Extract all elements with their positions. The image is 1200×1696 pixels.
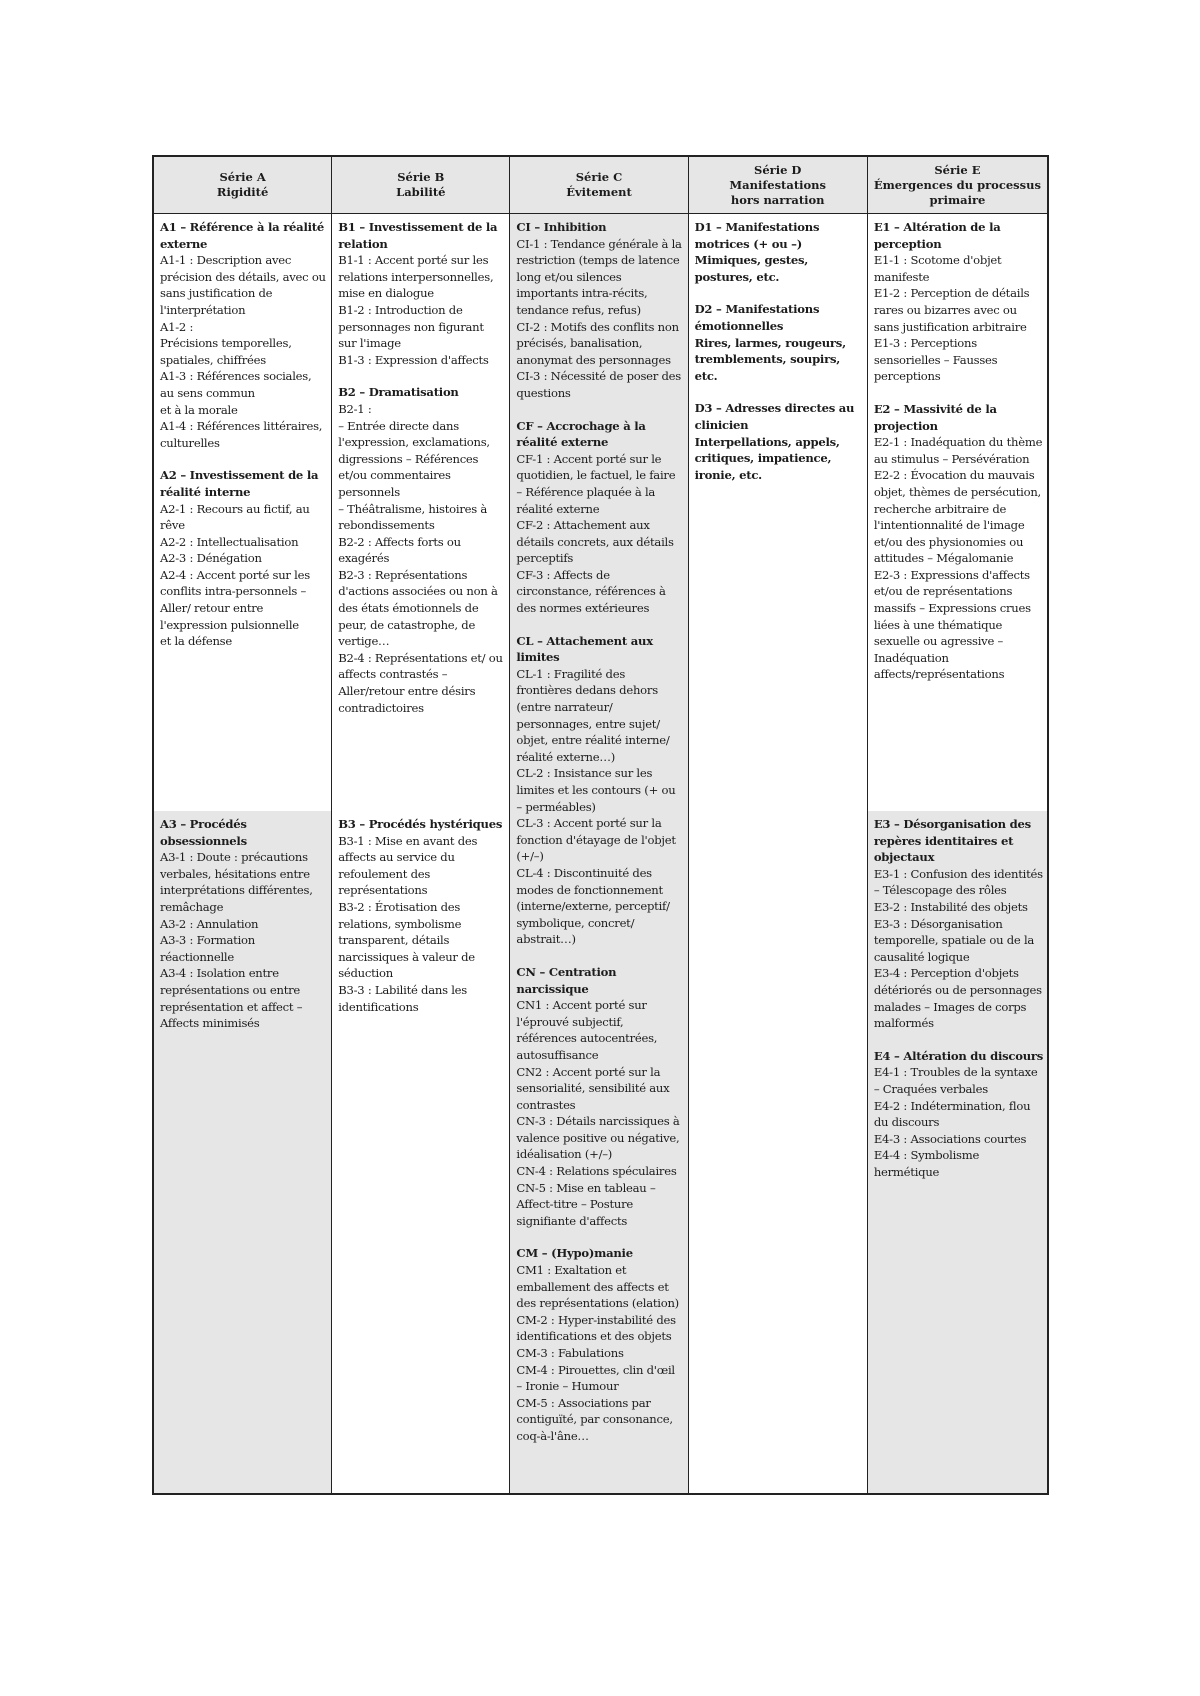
header-subtitle: Manifestations <box>729 177 827 192</box>
group-cm <box>516 1245 683 1444</box>
group-cl <box>516 633 683 948</box>
group-d1 <box>695 219 863 285</box>
group-title: CL – Attachement aux limites <box>516 633 653 665</box>
group-items: E1-1 : Scotome d'objet manifeste E1-2 : Perception de détails rares ou bizarres avec ou sans justification arbitraire E1-3 : Perceptions sensorielles – Fausses perceptions <box>873 253 1030 384</box>
header-subtitle: Évitement <box>566 185 632 199</box>
group-ci <box>516 219 683 402</box>
group-title: D2 – Manifestations émotionnelles <box>694 302 820 333</box>
group-title: B1 – Investissement de la relation <box>338 220 498 251</box>
header-serie-e <box>868 157 1047 213</box>
group-items: E4-1 : Troubles de la syntaxe – Craquées verbales E4-2 : Indétermination, flou du discours E4-3 : Associations courtes E4-4 : Symbolisme hermétique <box>873 1065 1038 1179</box>
group-items: Mimiques, gestes, postures, etc. <box>694 253 809 284</box>
group-items: B2-1 : – Entrée directe dans l'expression, exclamations, digressions – Références et/ou commentaires personnels – Théâtralisme, histoires à rebondissements B2-2 : Affects forts ou exagérés B2-3 : Représentations d'actions associées ou non à des états émotionnels de peur, de catastrophe, de vertige… B2-4 : Représentations et/ ou affects contrastés – Aller/retour entre désirs contradictoires <box>338 401 503 715</box>
group-a1 <box>160 219 327 451</box>
group-title: A1 – Référence à la réalité externe <box>160 220 324 251</box>
header-serie-d <box>689 157 868 213</box>
group-e1 <box>874 219 1043 385</box>
column-serie-c <box>510 214 688 1493</box>
group-title: D3 – Adresses directes au clinicien <box>694 401 855 432</box>
group-title: CM – (Hypo)manie <box>516 1246 633 1261</box>
group-title: E1 – Altération de la perception <box>873 220 1001 251</box>
group-items: CF-1 : Accent porté sur le quotidien, le factuel, le faire – Référence plaquée à la réalité externe CF-2 : Attachement aux détails concrets, aux détails perceptifs CF-3 : Affects de circonstance, références à des normes extérieures <box>516 451 676 616</box>
group-title: CN – Centration narcissique <box>516 964 617 996</box>
group-items: E2-1 : Inadéquation du thème au stimulus – Persévération E2-2 : Évocation du mauvais objet, thèmes de persécution, recherche arbitraire de l'intentionnalité de l'image et/ou des physionomies ou attitudes – Mégalomanie E2-3 : Expressions d'affects et/ou de représentations massifs – Expressions crues liées à une thématique sexuelle ou agressive – Inadéquation affects/représentations <box>873 435 1043 682</box>
group-items: B1-1 : Accent porté sur les relations interpersonnelles, mise en dialogue B1-2 : Introduction de personnages non figurant sur l'image B1-3 : Expression d'affects <box>338 253 494 367</box>
group-d2 <box>695 301 863 384</box>
group-items: Interpellations, appels, critiques, impatience, ironie, etc. <box>694 434 840 482</box>
group-b1 <box>338 219 505 368</box>
header-title: Série D <box>754 162 802 177</box>
group-title: B3 – Procédés hystériques <box>338 817 503 831</box>
group-items: A2-1 : Recours au fictif, au rêve A2-2 : Intellectualisation A2-3 : Dénégation A2-4 : Accent porté sur les conflits intra-personnels – Aller/ retour entre l'expression pulsionnelle et la défense <box>160 501 310 649</box>
table-body <box>154 214 1047 1493</box>
group-title: E3 – Désorganisation des repères identitaires et objectaux <box>873 817 1031 865</box>
group-items: A3-1 : Doute : précautions verbales, hésitations entre interprétations différentes, remâchage A3-2 : Annulation A3-3 : Formation réactionnelle A3-4 : Isolation entre représentations ou entre représentation et affect – Affects minimisés <box>160 850 313 1031</box>
group-e3 <box>874 816 1043 1180</box>
header-serie-c <box>510 157 688 213</box>
header-serie-a <box>154 157 332 213</box>
group-title: A3 – Procédés obsessionnels <box>160 817 247 848</box>
header-title: Série B <box>397 170 445 184</box>
header-subtitle: Émergences du processus <box>873 177 1041 192</box>
group-a3 <box>160 816 327 1032</box>
column-serie-e <box>868 214 1047 1493</box>
header-serie-b <box>332 157 510 213</box>
header-title: Série C <box>575 170 623 184</box>
group-items: A1-1 : Description avec précision des détails, avec ou sans justification de l'interprétation A1-2 : Précisions temporelles, spatiales, chiffrées A1-3 : Références sociales, au sens commun et à la morale A1-4 : Références littéraires, culturelles <box>160 253 326 450</box>
group-items: B3-1 : Mise en avant des affects au service du refoulement des représentations B3-2 : Érotisation des relations, symbolisme transparent, détails narcissiques à valeur de séduction B3-3 : Labilité dans les identifications <box>338 833 478 1014</box>
group-title: CF – Accrochage à la réalité externe <box>516 418 646 450</box>
group-cf <box>516 418 683 617</box>
header-subtitle: Labilité <box>396 185 446 199</box>
group-d3 <box>695 400 863 483</box>
table-header-row <box>154 157 1047 214</box>
group-title: A2 – Investissement de la réalité interne <box>160 468 319 499</box>
header-subtitle: hors narration <box>730 192 825 207</box>
header-subtitle: Rigidité <box>216 185 269 199</box>
group-cn <box>516 964 683 1230</box>
group-items: CL-1 : Fragilité des frontières dedans dehors (entre narrateur/ personnages, entre sujet/ objet, entre réalité interne/ réalité externe…) CL-2 : Insistance sur les limites et les contours (+ ou – perméables) CL-3 : Accent porté sur la fonction d'étayage de l'objet (+/–) CL-4 : Discontinuité des modes de fonctionnement (interne/externe, perceptif/ symbolique, concret/ abstrait…) <box>516 666 676 947</box>
group-title: B2 – Dramatisation <box>338 385 459 400</box>
group-title: D1 – Manifestations motrices (+ ou –) <box>694 220 820 251</box>
group-e2 <box>874 401 1043 683</box>
column-serie-b <box>332 214 510 1493</box>
procedures-table <box>152 155 1049 1495</box>
group-title: E4 – Altération du discours <box>873 1048 1044 1063</box>
group-title: CI – Inhibition <box>516 220 607 234</box>
group-items: Rires, larmes, rougeurs, tremblements, soupirs, etc. <box>694 335 846 383</box>
header-title: Série A <box>219 170 266 184</box>
group-items: CN1 : Accent porté sur l'éprouvé subjectif, références autocentrées, autosuffisance CN2 : Accent porté sur la sensorialité, sensibilité aux contrastes CN-3 : Détails narcissiques à valence positive ou négative, idéalisation (+/–) CN-4 : Relations spéculaires CN-5 : Mise en tableau – Affect-titre – Posture signifiante d'affects <box>516 998 680 1228</box>
group-items: CM1 : Exaltation et emballement des affects et des représentations (elation) CM-2 : Hyper-instabilité des identifications et des objets CM-3 : Fabulations CM-4 : Pirouettes, clin d'œil – Ironie – Humour CM-5 : Associations par contiguïté, par consonance, coq-à-l'âne… <box>516 1263 679 1443</box>
group-title: E2 – Massivité de la projection <box>873 401 997 433</box>
group-e4 <box>874 1048 1043 1181</box>
header-title: Série E <box>934 162 981 177</box>
header-subtitle: primaire <box>929 192 986 207</box>
group-items: CI-1 : Tendance générale à la restriction (temps de latence long et/ou silences importants intra-récits, tendance refus, refus) CI-2 : Motifs des conflits non précisés, banalisation, anonymat des personnages CI-3 : Nécessité de poser des questions <box>516 236 682 400</box>
group-a2 <box>160 467 327 650</box>
group-b2 <box>338 384 505 716</box>
group-items: E3-1 : Confusion des identités – Télescopage des rôles E3-2 : Instabilité des objets E3-3 : Désorganisation temporelle, spatiale ou de la causalité logique E3-4 : Perception d'objets détériorés ou de personnages malades – Images de corps malformés <box>873 866 1043 1031</box>
column-serie-d <box>689 214 868 1493</box>
column-serie-a <box>154 214 332 1493</box>
group-b3 <box>338 816 505 1015</box>
